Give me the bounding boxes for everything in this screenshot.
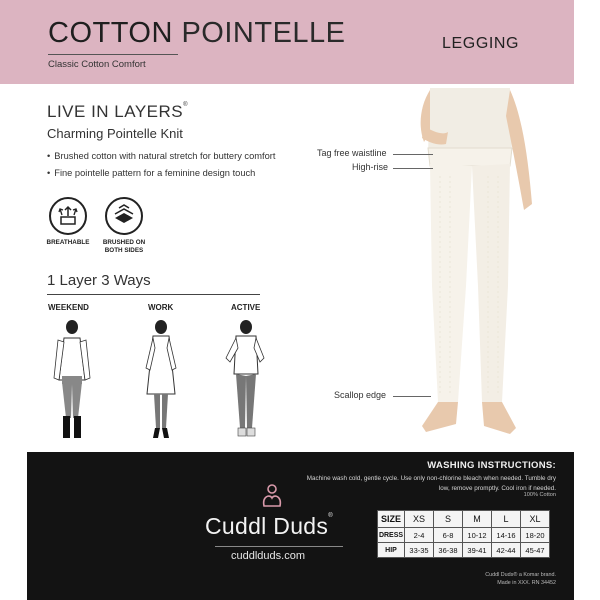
live-in-layers-title bbox=[47, 102, 188, 122]
logo-text bbox=[205, 513, 333, 540]
brand-legal-line1: Cuddl Duds® a Komar brand. bbox=[485, 572, 556, 578]
logo-wordmark: Cuddl Duds bbox=[205, 513, 329, 539]
legging-model-photo bbox=[400, 86, 550, 438]
ways-divider bbox=[47, 294, 260, 295]
brand-legal-line2: Made in XXX. RN 34452 bbox=[497, 580, 556, 586]
callout-high-rise: High-rise bbox=[352, 162, 389, 172]
brushed-label-line2: BOTH SIDES bbox=[104, 247, 144, 254]
brushed-icon bbox=[105, 197, 143, 235]
brand-tagline: Classic Cotton Comfort bbox=[48, 59, 146, 70]
brand-divider bbox=[48, 54, 178, 55]
feature-bullet: • Brushed cotton with natural stretch for buttery comfort bbox=[47, 151, 275, 161]
size-chart-cell: 10-12 bbox=[463, 528, 492, 543]
size-chart-cell: 33-35 bbox=[405, 543, 434, 558]
size-chart-cell: 18-20 bbox=[521, 528, 550, 543]
header-band bbox=[0, 0, 574, 84]
size-chart-cell: HIP bbox=[378, 543, 405, 558]
size-chart-cell: 42-44 bbox=[492, 543, 521, 558]
breathable-label: BREATHABLE bbox=[46, 239, 90, 246]
size-chart-cell: 36-38 bbox=[434, 543, 463, 558]
dress-row bbox=[378, 528, 550, 543]
washing-instructions-text: Machine wash cold, gentle cycle. Use only non-chlorine bleach when needed. Tumble dry low, remove promptly. Cool iron if needed. bbox=[306, 475, 556, 492]
way-label-active: ACTIVE bbox=[231, 303, 261, 312]
size-chart bbox=[377, 510, 550, 558]
material-content: 100% Cotton bbox=[523, 492, 556, 498]
size-chart-cell: 6-8 bbox=[434, 528, 463, 543]
brand-title-bold: COTTON bbox=[48, 17, 173, 49]
feature-subtitle: Charming Pointelle Knit bbox=[47, 126, 183, 141]
footer-band bbox=[27, 452, 574, 600]
way-label-weekend: WEEKEND bbox=[48, 303, 89, 312]
brushed-label-line1: BRUSHED ON bbox=[102, 239, 146, 246]
brand-legal bbox=[485, 571, 556, 587]
registered-mark: ® bbox=[183, 102, 189, 108]
logo-registered-mark: ® bbox=[328, 513, 333, 519]
size-chart-cell: XL bbox=[521, 511, 550, 528]
size-chart-cell: 2-4 bbox=[405, 528, 434, 543]
brand-title-light: POINTELLE bbox=[181, 17, 346, 49]
size-chart-cell: L bbox=[492, 511, 521, 528]
feature-brushed bbox=[94, 197, 154, 255]
active-outfit-illustration bbox=[218, 318, 274, 442]
size-row bbox=[378, 511, 550, 528]
product-type: LEGGING bbox=[442, 35, 520, 52]
ways-title: 1 Layer 3 Ways bbox=[47, 272, 151, 289]
way-label-work: WORK bbox=[148, 303, 174, 312]
size-chart-cell: S bbox=[434, 511, 463, 528]
callout-scallop-line bbox=[393, 396, 431, 397]
breathable-icon bbox=[49, 197, 87, 235]
size-chart-cell: 39-41 bbox=[463, 543, 492, 558]
cuddl-duds-logo-icon bbox=[259, 482, 285, 512]
live-in-layers-text: LIVE IN LAYERS bbox=[47, 102, 184, 121]
logo-divider bbox=[215, 546, 343, 547]
size-chart-cell: 45-47 bbox=[521, 543, 550, 558]
feature-breathable bbox=[38, 197, 98, 247]
brand-title bbox=[48, 17, 346, 50]
size-chart-cell: M bbox=[463, 511, 492, 528]
website-url: cuddlduds.com bbox=[231, 550, 305, 562]
callout-waistline-line bbox=[393, 154, 433, 155]
size-chart-cell: 14-16 bbox=[492, 528, 521, 543]
size-chart-cell: DRESS bbox=[378, 528, 405, 543]
callout-high-rise-line bbox=[393, 168, 433, 169]
washing-instructions-title: WASHING INSTRUCTIONS: bbox=[427, 460, 556, 471]
callout-scallop-edge: Scallop edge bbox=[334, 390, 387, 400]
weekend-outfit-illustration bbox=[44, 318, 100, 442]
callout-waistline: Tag free waistline bbox=[317, 148, 387, 158]
size-chart-cell: SIZE bbox=[378, 511, 405, 528]
hip-row bbox=[378, 543, 550, 558]
feature-bullets bbox=[47, 151, 275, 185]
size-chart-cell: XS bbox=[405, 511, 434, 528]
work-outfit-illustration bbox=[133, 318, 189, 442]
feature-bullet: • Fine pointelle pattern for a feminine design touch bbox=[47, 168, 275, 178]
